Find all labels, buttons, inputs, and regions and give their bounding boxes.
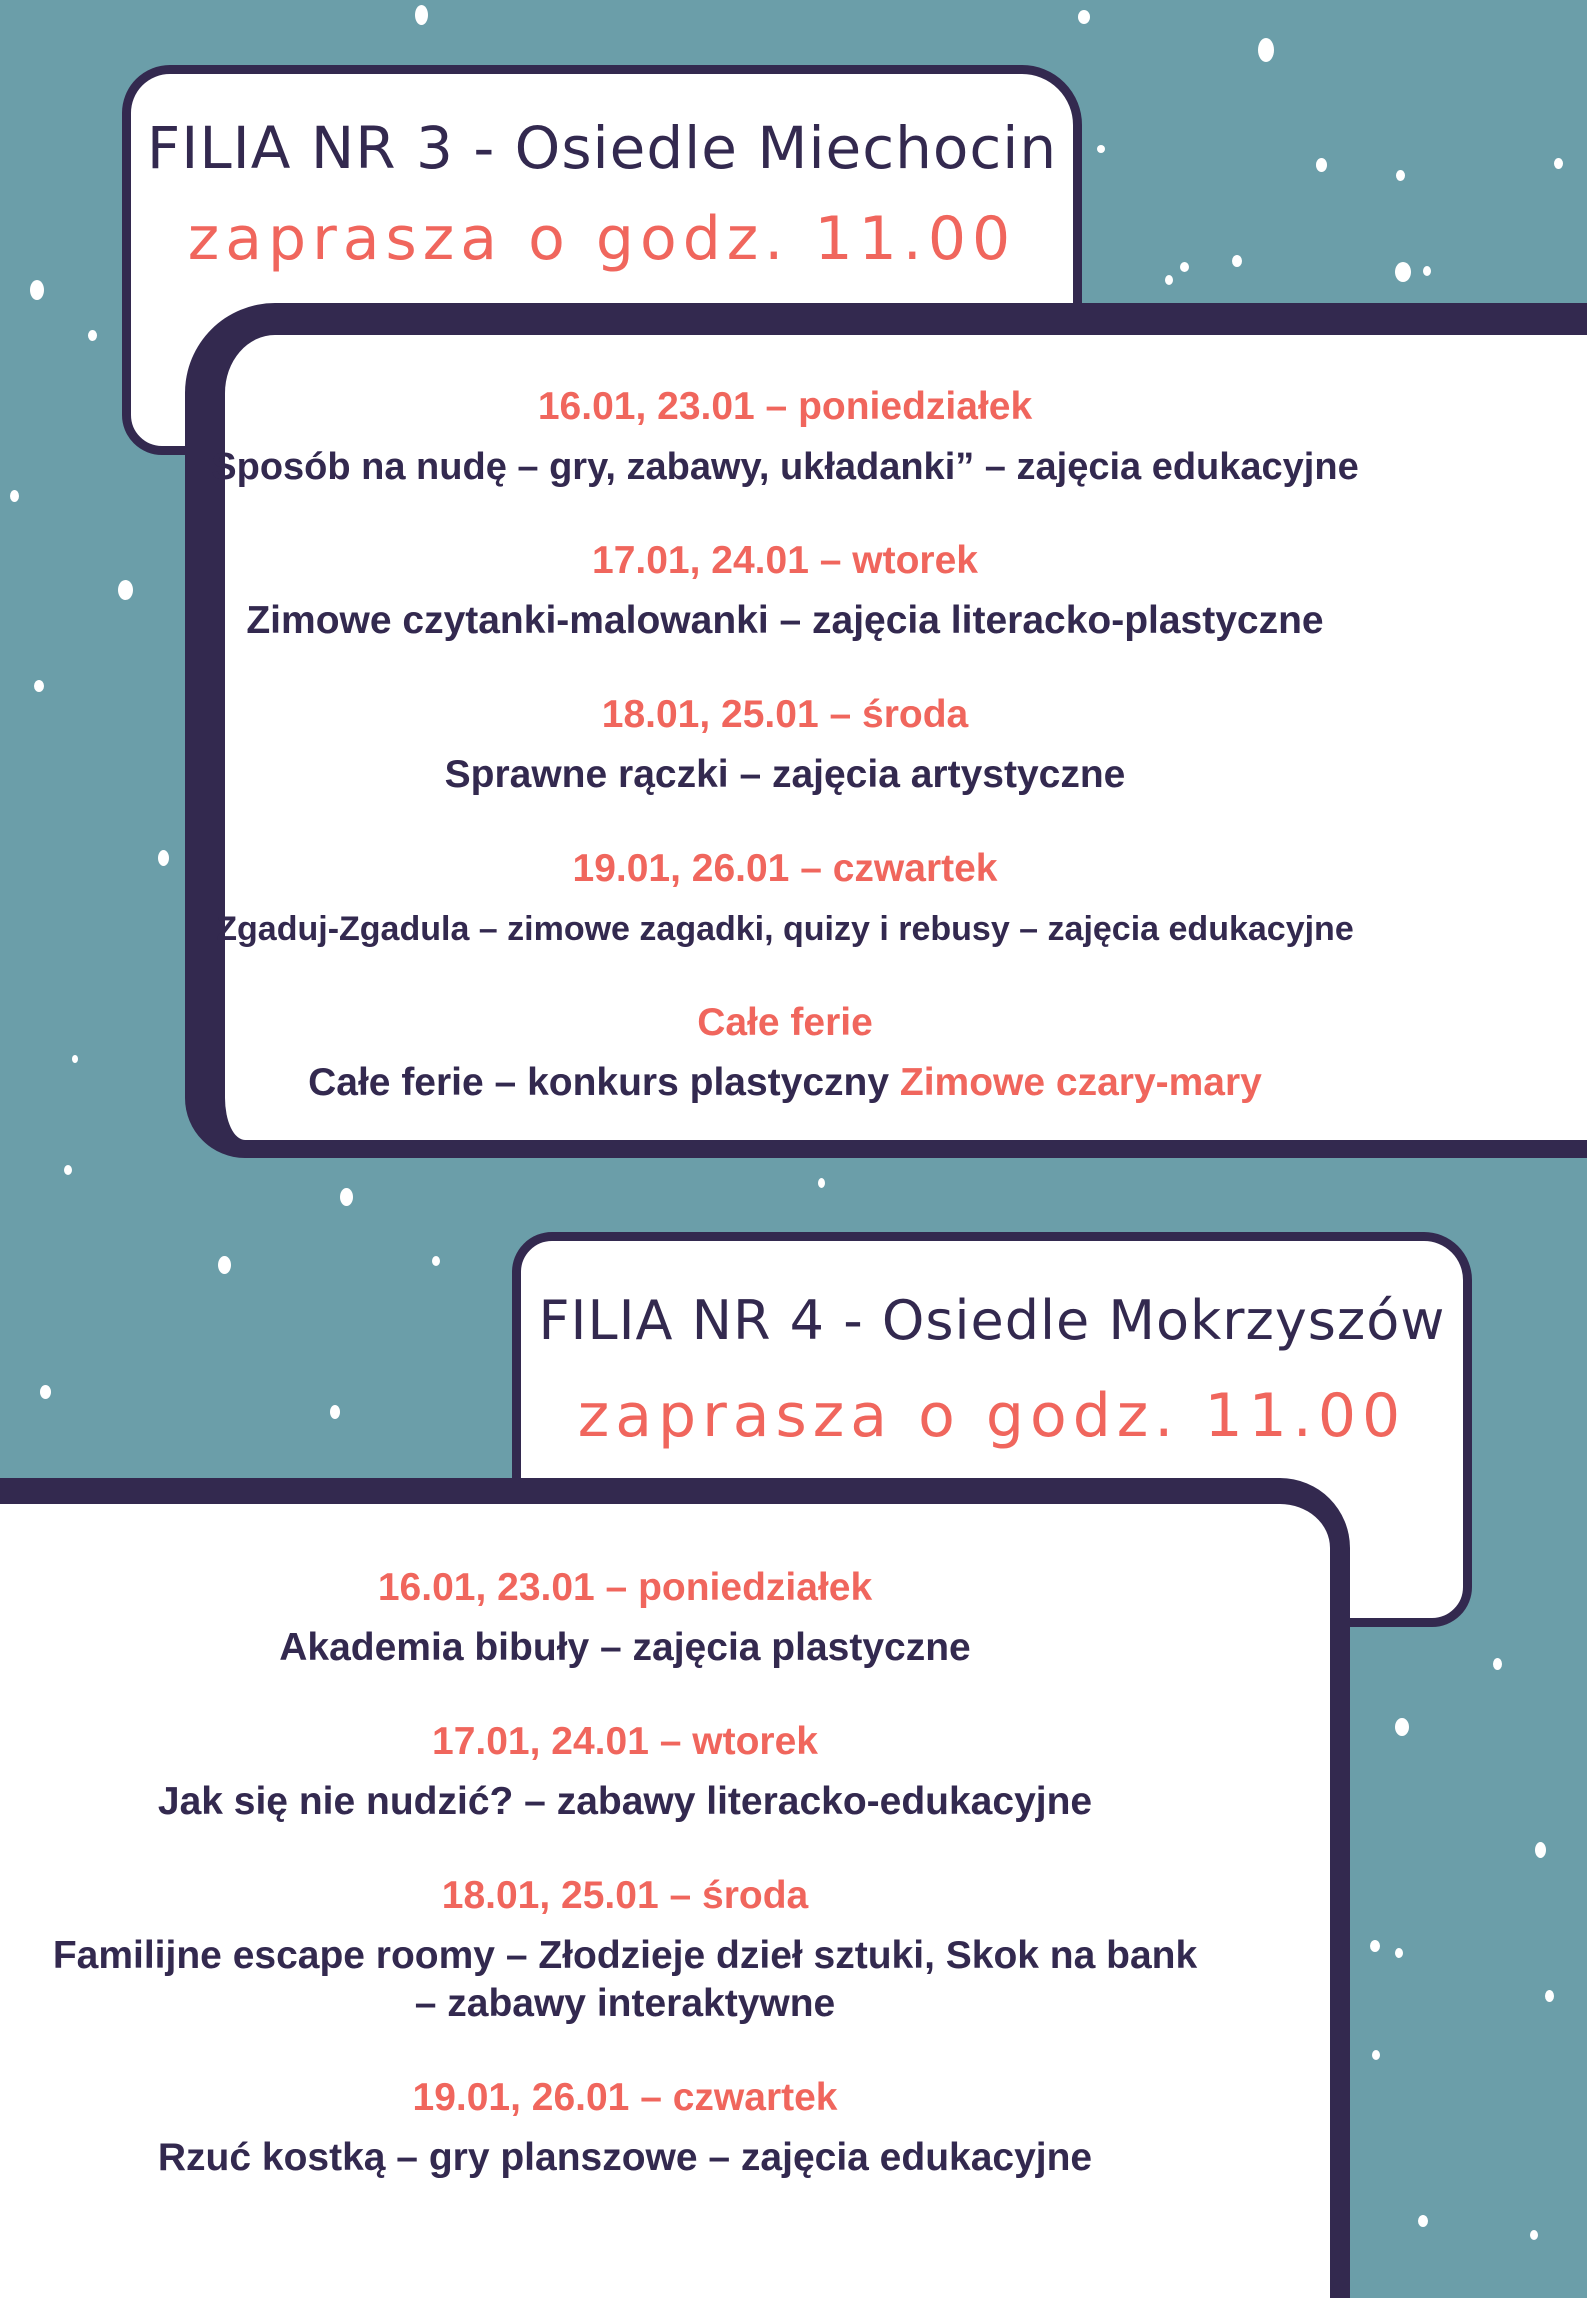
filia3-activity-5 (195, 1059, 1375, 1107)
snowflake (34, 680, 44, 692)
filia4-day-1: 16.01, 23.01 – poniedziałek (377, 1566, 873, 1609)
snowflake (10, 490, 19, 502)
snowflake (30, 280, 44, 300)
filia4-schedule-card (0, 1478, 1350, 2298)
filia3-day-4: 19.01, 26.01 – czwartek (572, 847, 998, 890)
filia4-day-2: 17.01, 24.01 – wtorek (432, 1720, 818, 1763)
snowflake (1372, 2050, 1380, 2060)
snowflake (1530, 2230, 1538, 2240)
snowflake (1545, 1990, 1554, 2002)
snowflake (118, 580, 133, 600)
filia3-title: FILIA NR 3 - Osiedle Miechocin (146, 114, 1058, 182)
filia3-activity-5-text: Całe ferie – konkurs plastyczny (308, 1061, 900, 1104)
snowflake (1395, 1948, 1403, 1958)
snowflake (158, 850, 169, 866)
snowflake (1370, 1940, 1380, 1952)
filia3-activity-3: Sprawne rączki – zajęcia artystyczne (444, 753, 1126, 796)
snowflake (818, 1178, 825, 1188)
filia3-activity-2: Zimowe czytanki-malowanki – zajęcia literacko-plastyczne (246, 599, 1324, 642)
filia4-activity-4: Rzuć kostką – gry planszowe – zajęcia edukacyjne (157, 2136, 1093, 2179)
filia3-activity-4: Zgaduj-Zgadula – zimowe zagadki, quizy i rebusy – zajęcia edukacyjne (216, 910, 1354, 948)
snowflake (415, 5, 428, 25)
filia3-schedule-card (185, 303, 1587, 1158)
snowflake (1554, 158, 1563, 169)
filia4-activity-3-line2: – zabawy interaktywne (414, 1982, 836, 2025)
snowflake (1493, 1658, 1502, 1670)
filia4-title: FILIA NR 4 - Osiedle Mokrzyszów (538, 1289, 1446, 1352)
snowflake (432, 1256, 440, 1266)
filia3-subtitle: zaprasza o godz. 11.00 (187, 204, 1017, 274)
filia4-activity-3-line1: Familijne escape roomy – Złodzieje dzieł sztuki, Skok na bank (52, 1934, 1198, 1977)
snowflake (88, 330, 97, 341)
snowflake (340, 1188, 353, 1206)
filia3-activity-5-highlight: Zimowe czary-mary (899, 1061, 1262, 1104)
snowflake (1078, 10, 1090, 24)
snowflake (1165, 275, 1173, 285)
filia3-day-5: Całe ferie (697, 1001, 873, 1044)
snowflake (64, 1165, 72, 1175)
snowflake (330, 1405, 340, 1419)
snowflake (1316, 158, 1327, 172)
filia4-activity-2: Jak się nie nudzić? – zabawy literacko-edukacyjne (157, 1780, 1093, 1823)
snowflake (1423, 266, 1431, 276)
snowflake (1418, 2215, 1428, 2227)
snowflake (1232, 255, 1242, 267)
snowflake (40, 1385, 51, 1399)
filia4-subtitle: zaprasza o godz. 11.00 (577, 1381, 1407, 1451)
snowflake (1097, 145, 1105, 153)
snowflake (1396, 170, 1405, 181)
snowflake (1535, 1842, 1546, 1858)
filia4-day-4: 19.01, 26.01 – czwartek (412, 2076, 838, 2119)
filia3-day-1: 16.01, 23.01 – poniedziałek (537, 385, 1033, 428)
filia3-schedule (195, 335, 1375, 1135)
snowflake (218, 1256, 231, 1274)
snowflake (1180, 262, 1189, 272)
filia4-day-3: 18.01, 25.01 – środa (441, 1874, 809, 1917)
filia3-day-2: 17.01, 24.01 – wtorek (592, 539, 978, 582)
filia3-activity-1: Sposób na nudę – gry, zabawy, układanki” – zajęcia edukacyjne (211, 446, 1359, 488)
snowflake (1395, 262, 1411, 282)
filia4-schedule (0, 1504, 1250, 2284)
snowflake (72, 1055, 78, 1063)
snowflake (1395, 1718, 1409, 1736)
filia3-day-3: 18.01, 25.01 – środa (601, 693, 969, 736)
snowflake (1258, 38, 1274, 62)
filia4-activity-1: Akademia bibuły – zajęcia plastyczne (279, 1626, 971, 1669)
